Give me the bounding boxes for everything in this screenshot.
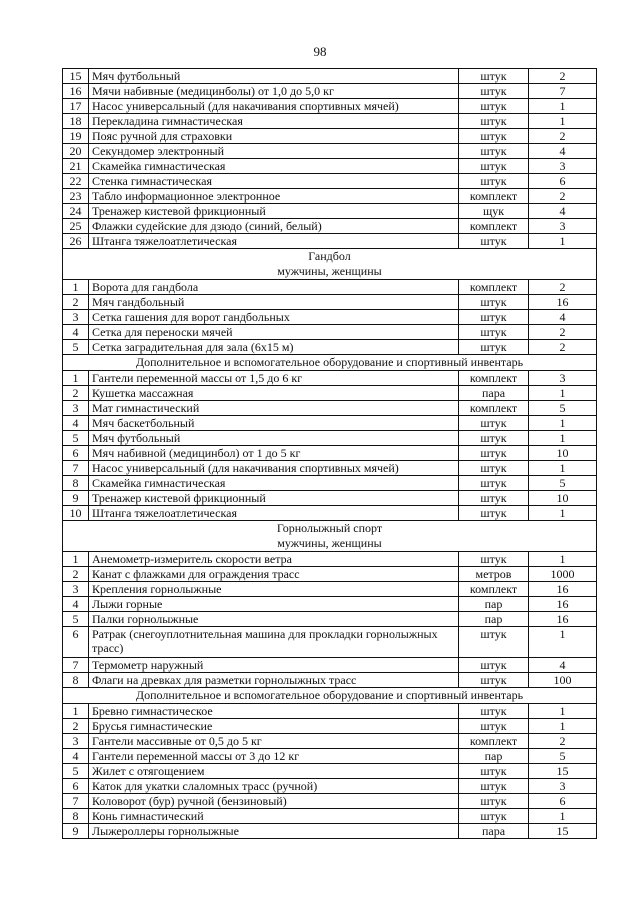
item-unit: штук (459, 416, 529, 431)
row-number: 2 (63, 719, 89, 734)
item-name: Коловорот (бур) ручной (бензиновый) (89, 794, 459, 809)
item-quantity: 1 (529, 719, 597, 734)
table-row (63, 749, 597, 764)
item-quantity: 1 (529, 552, 597, 567)
item-name: Анемометр-измеритель скорости ветра (89, 552, 459, 567)
item-quantity: 7 (529, 84, 597, 99)
section-header (63, 355, 597, 371)
item-name: Насос универсальный (для накачивания спортивных мячей) (89, 99, 459, 114)
row-number: 7 (63, 461, 89, 476)
item-quantity: 6 (529, 794, 597, 809)
table-row (63, 129, 597, 144)
row-number: 5 (63, 340, 89, 355)
row-number: 15 (63, 69, 89, 84)
item-name: Ворота для гандбола (89, 280, 459, 295)
row-number: 21 (63, 159, 89, 174)
item-name: Стенка гимнастическая (89, 174, 459, 189)
item-name: Скамейка гимнастическая (89, 159, 459, 174)
item-quantity: 5 (529, 476, 597, 491)
item-quantity: 2 (529, 325, 597, 340)
item-name: Конь гимнастический (89, 809, 459, 824)
item-quantity: 1 (529, 506, 597, 521)
item-unit: штук (459, 506, 529, 521)
item-name: Каток для укатки слаломных трасс (ручной) (89, 779, 459, 794)
item-name: Пояс ручной для страховки (89, 129, 459, 144)
item-unit: штук (459, 794, 529, 809)
item-name: Кушетка массажная (89, 386, 459, 401)
item-unit: штук (459, 325, 529, 340)
table-row (63, 219, 597, 234)
item-name: Сетка для переноски мячей (89, 325, 459, 340)
item-unit: пар (459, 749, 529, 764)
table-row (63, 234, 597, 249)
row-number: 7 (63, 658, 89, 673)
row-number: 6 (63, 627, 89, 658)
item-name: Мяч баскетбольный (89, 416, 459, 431)
table-row (63, 310, 597, 325)
table-row (63, 673, 597, 688)
table-row (63, 567, 597, 582)
item-quantity: 16 (529, 295, 597, 310)
item-quantity: 1 (529, 809, 597, 824)
row-number: 1 (63, 704, 89, 719)
item-quantity: 1 (529, 627, 597, 658)
table-row (63, 446, 597, 461)
table-row (63, 114, 597, 129)
item-name: Мяч гандбольный (89, 295, 459, 310)
equipment-table-body (63, 69, 597, 839)
item-unit: штук (459, 69, 529, 84)
item-quantity: 3 (529, 219, 597, 234)
item-quantity: 1 (529, 416, 597, 431)
row-number: 8 (63, 476, 89, 491)
item-quantity: 3 (529, 371, 597, 386)
item-unit: штук (459, 809, 529, 824)
section-title-line: Горнолыжный спорт (276, 521, 383, 535)
row-number: 4 (63, 416, 89, 431)
item-unit: метров (459, 567, 529, 582)
item-quantity: 1 (529, 234, 597, 249)
row-number: 1 (63, 280, 89, 295)
item-quantity: 1 (529, 461, 597, 476)
item-quantity: 10 (529, 446, 597, 461)
item-quantity: 2 (529, 734, 597, 749)
table-row (63, 658, 597, 673)
item-unit: штук (459, 144, 529, 159)
table-row (63, 431, 597, 446)
item-name: Термометр наружный (89, 658, 459, 673)
table-row (63, 794, 597, 809)
item-quantity: 4 (529, 204, 597, 219)
item-unit: штук (459, 129, 529, 144)
item-unit: пара (459, 386, 529, 401)
row-number: 4 (63, 597, 89, 612)
item-quantity: 15 (529, 824, 597, 839)
table-row (63, 779, 597, 794)
item-unit: щук (459, 204, 529, 219)
item-name: Насос универсальный (для накачивания спортивных мячей) (89, 461, 459, 476)
item-unit: комплект (459, 280, 529, 295)
table-row (63, 174, 597, 189)
item-unit: штук (459, 552, 529, 567)
item-name: Лыжи горные (89, 597, 459, 612)
equipment-table (62, 68, 597, 839)
item-unit: штук (459, 673, 529, 688)
row-number: 3 (63, 734, 89, 749)
item-unit: комплект (459, 734, 529, 749)
table-row (63, 734, 597, 749)
table-row (63, 371, 597, 386)
item-unit: комплект (459, 582, 529, 597)
item-unit: штук (459, 295, 529, 310)
table-row (63, 99, 597, 114)
table-row (63, 506, 597, 521)
item-quantity: 1 (529, 431, 597, 446)
table-row (63, 416, 597, 431)
section-title-line: Дополнительное и вспомогательное оборудование и спортивный инвентарь (135, 355, 524, 369)
item-quantity: 2 (529, 129, 597, 144)
table-row (63, 764, 597, 779)
table-row (63, 189, 597, 204)
section-header-cell (63, 688, 597, 704)
item-unit: штук (459, 658, 529, 673)
row-number: 20 (63, 144, 89, 159)
item-unit: штук (459, 446, 529, 461)
item-quantity: 16 (529, 612, 597, 627)
item-quantity: 10 (529, 491, 597, 506)
table-row (63, 69, 597, 84)
item-unit: штук (459, 159, 529, 174)
section-header (63, 521, 597, 552)
row-number: 9 (63, 491, 89, 506)
item-name: Крепления горнолыжные (89, 582, 459, 597)
item-unit: штук (459, 174, 529, 189)
item-unit: штук (459, 461, 529, 476)
item-quantity: 2 (529, 340, 597, 355)
item-quantity: 3 (529, 779, 597, 794)
item-unit: штук (459, 491, 529, 506)
item-name: Гантели переменной массы от 3 до 12 кг (89, 749, 459, 764)
item-quantity: 1 (529, 99, 597, 114)
row-number: 8 (63, 673, 89, 688)
table-row (63, 386, 597, 401)
row-number: 4 (63, 325, 89, 340)
item-unit: пар (459, 597, 529, 612)
row-number: 18 (63, 114, 89, 129)
table-row (63, 491, 597, 506)
table-row (63, 340, 597, 355)
item-unit: штук (459, 310, 529, 325)
item-unit: штук (459, 719, 529, 734)
item-name: Тренажер кистевой фрикционный (89, 204, 459, 219)
table-row (63, 597, 597, 612)
section-title-line: Дополнительное и вспомогательное оборудование и спортивный инвентарь (135, 688, 524, 702)
item-unit: комплект (459, 189, 529, 204)
item-unit: штук (459, 431, 529, 446)
item-name: Тренажер кистевой фрикционный (89, 491, 459, 506)
item-name: Мяч набивной (медицинбол) от 1 до 5 кг (89, 446, 459, 461)
row-number: 5 (63, 612, 89, 627)
item-unit: пар (459, 612, 529, 627)
item-name: Брусья гимнастические (89, 719, 459, 734)
row-number: 17 (63, 99, 89, 114)
row-number: 1 (63, 552, 89, 567)
row-number: 3 (63, 582, 89, 597)
item-name: Гантели переменной массы от 1,5 до 6 кг (89, 371, 459, 386)
item-quantity: 2 (529, 280, 597, 295)
item-name: Сетка заградительная для зала (6x15 м) (89, 340, 459, 355)
item-quantity: 3 (529, 159, 597, 174)
section-header-cell (63, 355, 597, 371)
table-row (63, 824, 597, 839)
item-name: Мяч футбольный (89, 431, 459, 446)
row-number: 5 (63, 764, 89, 779)
table-row (63, 295, 597, 310)
row-number: 16 (63, 84, 89, 99)
item-name: Ратрак (снегоуплотнительная машина для прокладки горнолыжных трасс) (89, 627, 459, 658)
table-row (63, 476, 597, 491)
item-quantity: 1 (529, 704, 597, 719)
table-row (63, 552, 597, 567)
table-row (63, 719, 597, 734)
item-quantity: 16 (529, 582, 597, 597)
row-number: 19 (63, 129, 89, 144)
item-quantity: 100 (529, 673, 597, 688)
section-title-line: мужчины, женщины (277, 264, 382, 278)
table-row (63, 84, 597, 99)
table-row (63, 280, 597, 295)
item-name: Скамейка гимнастическая (89, 476, 459, 491)
row-number: 2 (63, 567, 89, 582)
item-quantity: 2 (529, 69, 597, 84)
table-row (63, 144, 597, 159)
table-row (63, 325, 597, 340)
item-quantity: 15 (529, 764, 597, 779)
item-quantity: 4 (529, 310, 597, 325)
table-row (63, 204, 597, 219)
row-number: 2 (63, 295, 89, 310)
item-name: Гантели массивные от 0,5 до 5 кг (89, 734, 459, 749)
item-quantity: 5 (529, 749, 597, 764)
item-name: Флаги на древках для разметки горнолыжных трасс (89, 673, 459, 688)
row-number: 6 (63, 779, 89, 794)
item-name: Секундомер электронный (89, 144, 459, 159)
item-unit: штук (459, 114, 529, 129)
row-number: 6 (63, 446, 89, 461)
table-row (63, 461, 597, 476)
item-name: Штанга тяжелоатлетическая (89, 506, 459, 521)
item-name: Мяч футбольный (89, 69, 459, 84)
item-quantity: 4 (529, 658, 597, 673)
item-name: Сетка гашения для ворот гандбольных (89, 310, 459, 325)
section-header-cell (63, 521, 597, 552)
row-number: 9 (63, 824, 89, 839)
row-number: 10 (63, 506, 89, 521)
item-unit: штук (459, 84, 529, 99)
row-number: 26 (63, 234, 89, 249)
item-quantity: 6 (529, 174, 597, 189)
item-quantity: 1 (529, 386, 597, 401)
item-unit: штук (459, 779, 529, 794)
row-number: 7 (63, 794, 89, 809)
row-number: 5 (63, 431, 89, 446)
row-number: 3 (63, 401, 89, 416)
row-number: 2 (63, 386, 89, 401)
item-name: Мат гимнастический (89, 401, 459, 416)
item-unit: штук (459, 340, 529, 355)
item-quantity: 4 (529, 144, 597, 159)
row-number: 1 (63, 371, 89, 386)
row-number: 22 (63, 174, 89, 189)
item-name: Лыжероллеры горнолыжные (89, 824, 459, 839)
page-number: 98 (313, 44, 327, 59)
item-unit: штук (459, 99, 529, 114)
item-unit: штук (459, 627, 529, 658)
item-quantity: 2 (529, 189, 597, 204)
item-quantity: 5 (529, 401, 597, 416)
section-header-cell (63, 249, 597, 280)
item-unit: комплект (459, 371, 529, 386)
item-name: Флажки судейские для дзюдо (синий, белый) (89, 219, 459, 234)
section-header (63, 249, 597, 280)
table-row (63, 809, 597, 824)
table-row (63, 612, 597, 627)
row-number: 24 (63, 204, 89, 219)
row-number: 25 (63, 219, 89, 234)
table-row (63, 159, 597, 174)
item-quantity: 1000 (529, 567, 597, 582)
item-quantity: 1 (529, 114, 597, 129)
section-title-line: Гандбол (308, 249, 351, 263)
item-unit: штук (459, 476, 529, 491)
item-unit: штук (459, 234, 529, 249)
section-header (63, 688, 597, 704)
section-title-line: мужчины, женщины (277, 536, 382, 550)
row-number: 3 (63, 310, 89, 325)
item-name: Канат с флажками для ограждения трасс (89, 567, 459, 582)
item-unit: штук (459, 764, 529, 779)
row-number: 8 (63, 809, 89, 824)
item-unit: пара (459, 824, 529, 839)
item-unit: комплект (459, 401, 529, 416)
item-name: Бревно гимнастическое (89, 704, 459, 719)
item-unit: комплект (459, 219, 529, 234)
row-number: 23 (63, 189, 89, 204)
table-row (63, 704, 597, 719)
table-row (63, 582, 597, 597)
item-quantity: 16 (529, 597, 597, 612)
table-row (63, 627, 597, 658)
item-name: Мячи набивные (медицинболы) от 1,0 до 5,0 кг (89, 84, 459, 99)
row-number: 4 (63, 749, 89, 764)
item-name: Жилет с отягощением (89, 764, 459, 779)
table-row (63, 401, 597, 416)
item-name: Табло информационное электронное (89, 189, 459, 204)
item-unit: штук (459, 704, 529, 719)
item-name: Перекладина гимнастическая (89, 114, 459, 129)
item-name: Штанга тяжелоатлетическая (89, 234, 459, 249)
item-name: Палки горнолыжные (89, 612, 459, 627)
